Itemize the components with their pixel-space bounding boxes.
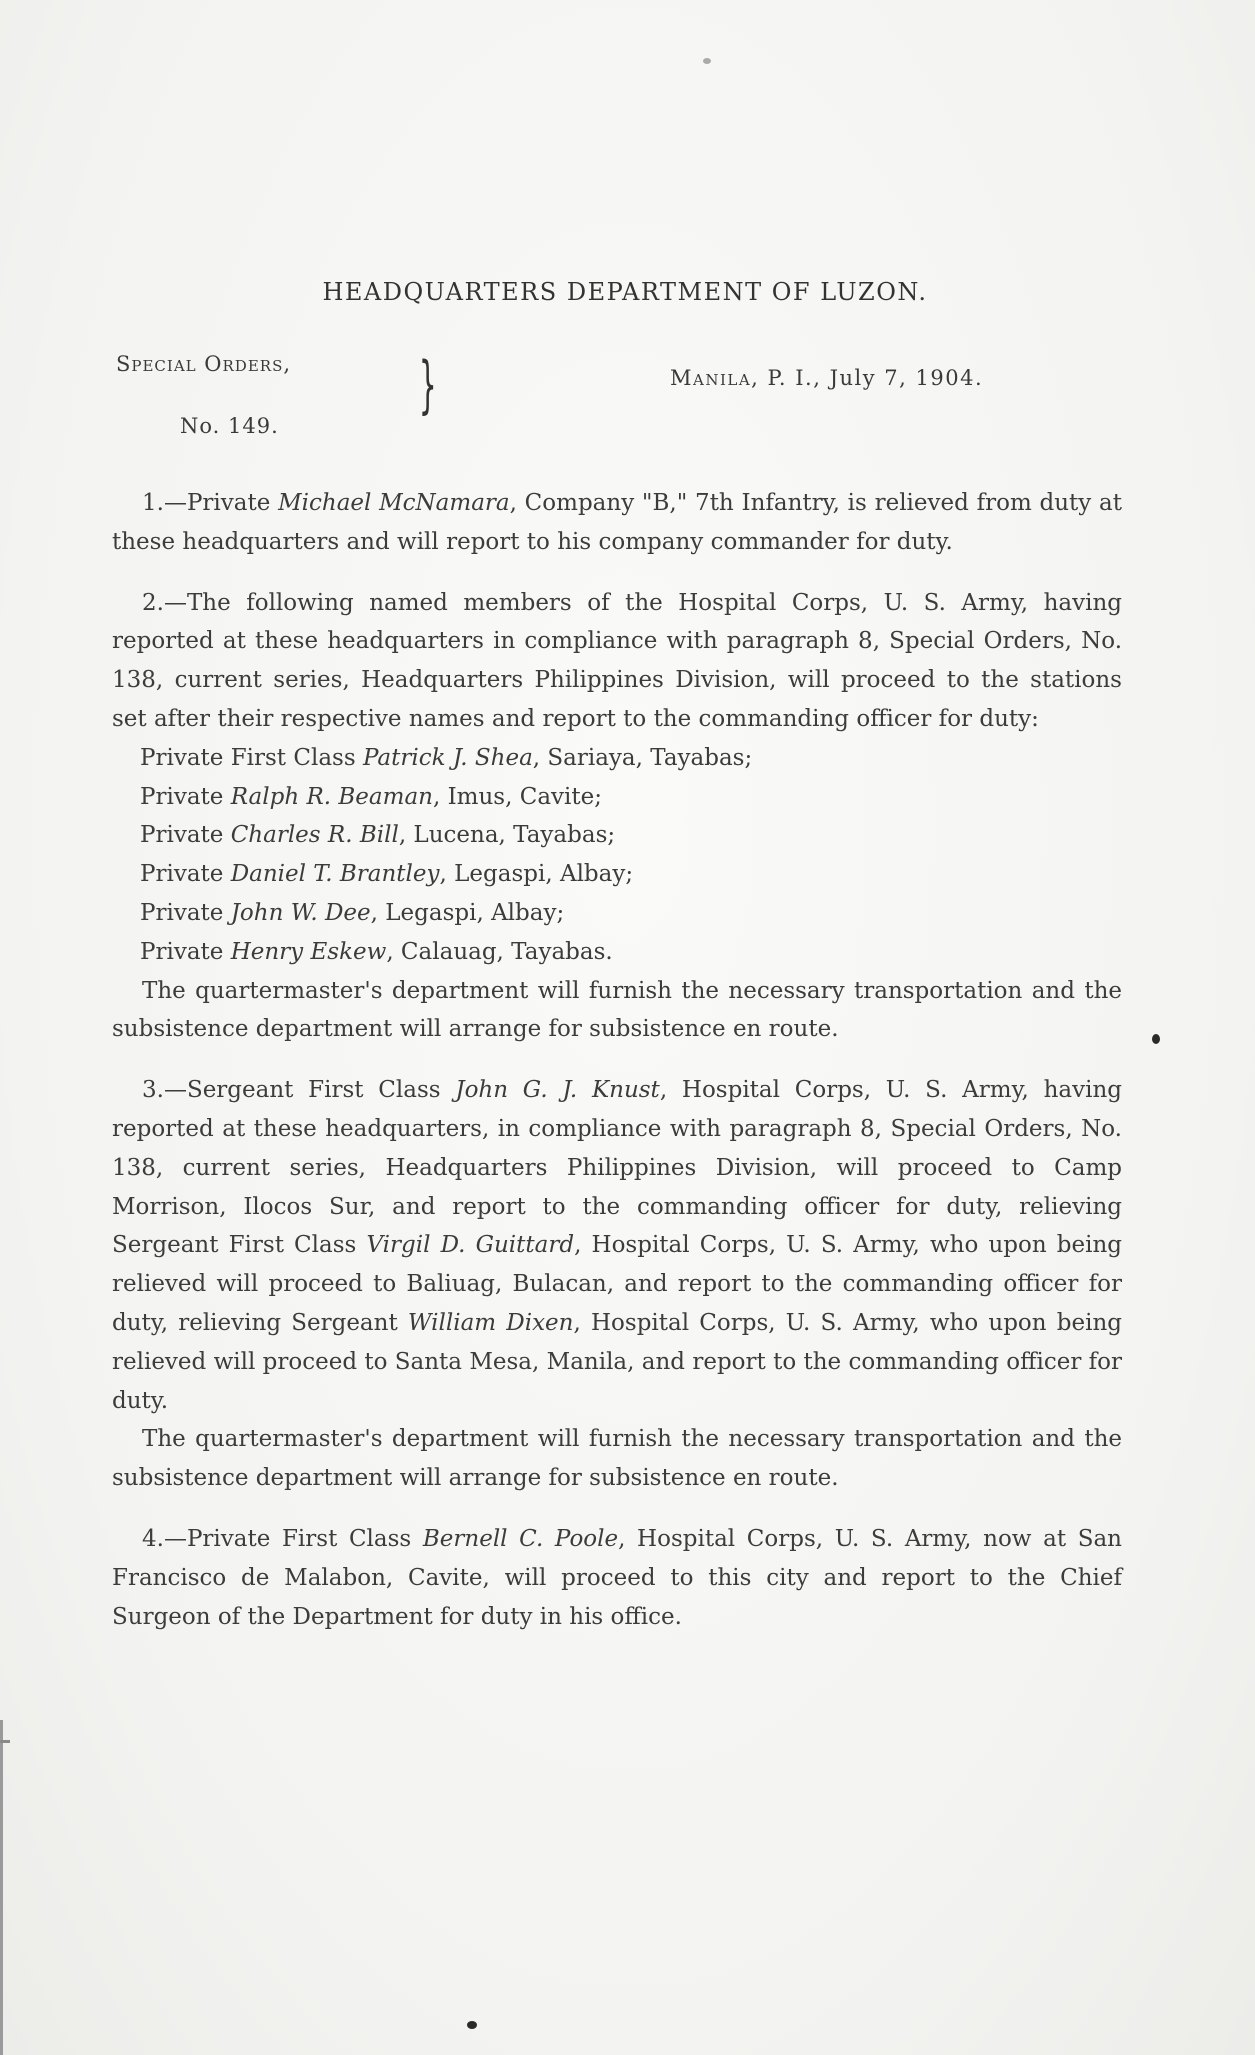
page-edge [0,1720,3,2055]
person-name: Michael McNamara [278,490,510,516]
paragraph-3-closing: The quartermaster's department will furnish the necessary transportation and the subsistence department will arrange for subsistence en route. [112,1426,1122,1492]
list-item: Private First Class Patrick J. Shea, Sariaya, Tayabas; [140,744,753,771]
order-number: No. 149. [180,414,279,438]
document-heading: HEADQUARTERS DEPARTMENT OF LUZON. [322,278,928,306]
special-orders-label: Special Orders, [116,352,292,376]
paragraph-2-closing: The quartermaster's department will furnish the necessary transportation and the subsistence department will arrange for subsistence en route. [112,977,1122,1043]
person-name: William Dixen [407,1309,574,1336]
list-item: Private Ralph R. Beaman, Imus, Cavite; [140,783,602,810]
list-item: Private Henry Eskew, Calauag, Tayabas. [140,938,613,965]
order-date: July 7, 1904. [829,366,984,390]
list-item: Private Charles R. Bill, Lucena, Tayabas; [140,822,616,849]
paragraph-2-intro: 2.—The following named members of the Hospital Corps, U. S. Army, having reported at these headquarters in compliance with paragraph 8, Special Orders, No. 138, current series, Headquarters Philippines Division, will proceed to the stations set after their respective names and report to the commanding officer for duty: [112,589,1122,732]
brace-icon: } [418,348,437,421]
place-date [670,366,983,390]
person-name: Bernell C. Poole [422,1525,619,1552]
paragraph-3: 3.—Sergeant First Class John G. J. Knust, Hospital Corps, U. S. Army, having reported at these headquarters, in compliance with paragraph 8, Special Orders, No. 138, current series, Headquarters Philippines Division, will proceed to Camp Morrison, Ilocos Sur, and report to the commanding officer for duty, relieving Sergeant First Class Virgil D. Guittard, Hospital Corps, U. S. Army, who upon being relieved will proceed to Baliuag, Bulacan, and report to the commanding officer for duty, relieving Sergeant William Dixen, Hospital Corps, U. S. Army, who upon being relieved will proceed to Santa Mesa, Manila, and report to the commanding officer for duty. [112,1077,1122,1414]
ink-speck [467,2021,477,2029]
list-item: Private Daniel T. Brantley, Legaspi, Albay; [140,861,634,888]
page-edge-mark [0,1740,10,1743]
place-label: Manila, P. I., [670,366,822,390]
ink-speck [1152,1034,1160,1044]
paragraph-1: 1.—Private Michael McNamara, Company "B," 7th Infantry, is relieved from duty at these headquarters and will report to his company commander for duty. [112,490,1122,555]
list-item: Private John W. Dee, Legaspi, Albay; [140,899,565,926]
member-list [112,739,1122,972]
person-name: John G. J. Knust [455,1077,660,1104]
person-name: Virgil D. Guittard [366,1232,575,1259]
document-body [112,484,1122,1636]
ink-speck [703,58,711,64]
paragraph-4: 4.—Private First Class Bernell C. Poole, Hospital Corps, U. S. Army, now at San Francisco de Malabon, Cavite, will proceed to this city and report to the Chief Surgeon of the Department for duty in his office. [112,1525,1122,1630]
